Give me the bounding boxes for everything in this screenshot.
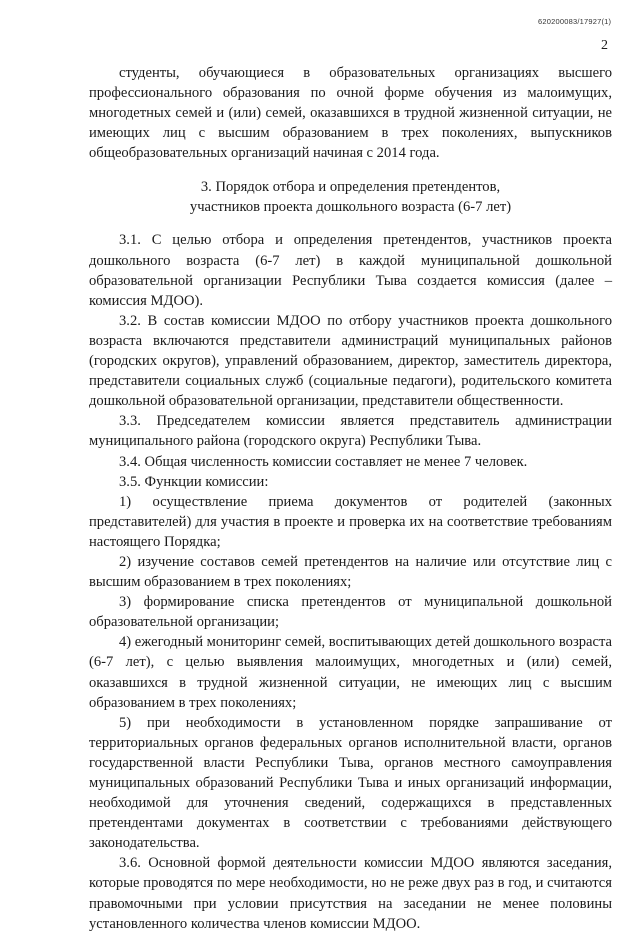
function-item-4: 4) ежегодный мониторинг семей, воспитывающих детей дошкольного возраста (6-7 лет), с целью выявления малоимущих, многодетных и (или) семей, оказавшихся в трудной жизненной ситуации, не имеющих лиц с высшим образованием в трех поколениях; [89,634,612,711]
section-heading-line-2: участников проекта дошкольного возраста (6-7 лет) [189,199,512,216]
paragraph-3-2: 3.2. В состав комиссии МДОО по отбору участников проекта дошкольного возраста включаются представители администраций муниципальных районов (городских округов), управлений образованием, директор, заместитель директора, представители социальных служб (социальные педагоги), родительского комитета дошкольной образовательной организации, представители общественности. [89,312,612,410]
section-heading [89,177,612,217]
page-number: 2 [601,38,608,53]
function-item-2: 2) изучение составов семей претендентов на наличие или отсутствие лиц с высшим образованием в трех поколениях; [89,553,612,591]
paragraph-3-3: 3.3. Председателем комиссии является представитель администрации муниципального района (городского округа) Республики Тыва. [89,413,612,450]
document-id: 620200083/17927(1) [538,17,612,26]
function-item-3: 3) формирование списка претендентов от муниципальной дошкольной образовательной организации; [89,594,612,631]
function-item-5: 5) при необходимости в установленном порядке запрашивание от территориальных органов федеральных органов исполнительной власти, органов государственной власти Республики Тыва, органов местного самоуправления муниципальных образований Республики Тыва и иных организаций информации, необходимой для уточнения сведений, содержащихся в представленных претендентами документах в соответствии с требованиями действующего законодательства. [89,714,612,852]
document-body [89,63,612,934]
section-heading-line-1: 3. Порядок отбора и определения претендентов, [200,179,501,196]
paragraph-3-6: 3.6. Основной формой деятельности комиссии МДОО являются заседания, которые проводятся по мере необходимости, но не реже двух раз в год, и считаются правомочными при условии присутствия на заседании не менее половины установленного количества членов комиссии МДОО. [89,855,612,932]
paragraph-3-4: 3.4. Общая численность комиссии составляет не менее 7 человек. [119,453,528,470]
paragraph-3-5: 3.5. Функции комиссии: [119,473,269,490]
intro-paragraph: студенты, обучающиеся в образовательных организациях высшего профессионального образования по очной форме обучения из малоимущих, многодетных семей и (или) семей, оказавшихся в трудной жизненной ситуации, не имеющих лиц с высшим образованием в трех поколениях, выпускников общеобразовательных организаций начиная с 2014 года. [89,65,612,162]
paragraph-3-1: 3.1. С целью отбора и определения претендентов, участников проекта дошкольного возраста (6-7 лет) в каждой муниципальной дошкольной образовательной организации Республики Тыва создается комиссия (далее – комиссия МДОО). [89,232,612,309]
function-item-1: 1) осуществление приема документов от родителей (законных представителей) для участия в проекте и проверка их на соответствие требованиям настоящего Порядка; [89,493,612,550]
